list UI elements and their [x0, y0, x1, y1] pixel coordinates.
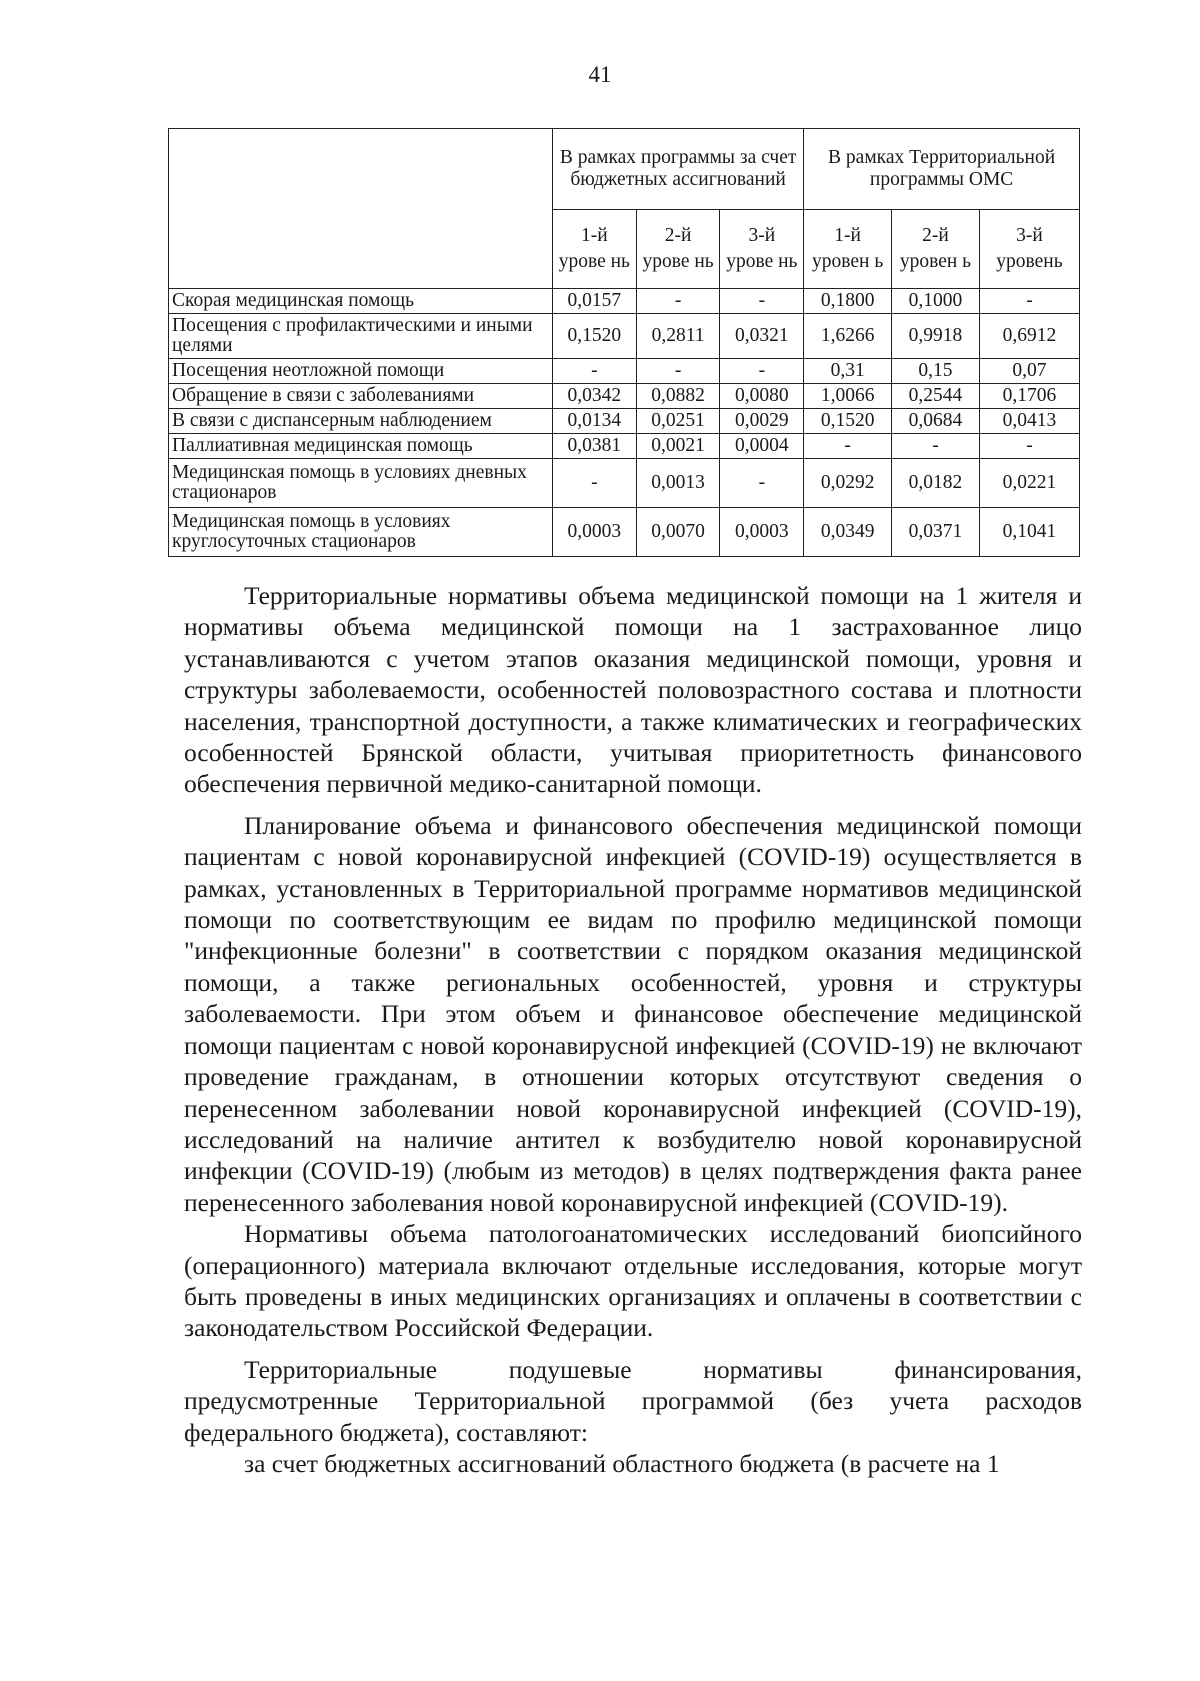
table-cell: 0,0080: [720, 384, 804, 409]
table-cell: -: [979, 434, 1079, 459]
table-cell: 0,1706: [979, 384, 1079, 409]
table-cell: 0,2811: [636, 314, 720, 359]
table-cell: 0,0684: [892, 409, 980, 434]
table-corner-cell: [169, 129, 553, 289]
table-cell: 0,0182: [892, 459, 980, 508]
table-cell: -: [720, 459, 804, 508]
table-cell: -: [979, 289, 1079, 314]
table-row: [169, 459, 1080, 508]
table-row: [169, 434, 1080, 459]
paragraph: Территориальные подушевые нормативы финансирования, предусмотренные Территориальной программой (без учета расходов федерального бюджета), составляют:: [184, 1354, 1082, 1447]
table-cell: -: [720, 289, 804, 314]
table-cell: 0,0021: [636, 434, 720, 459]
table-cell: 0,0029: [720, 409, 804, 434]
row-label: Обращение в связи с заболеваниями: [169, 384, 553, 409]
table-level-header: 1-й урове нь: [552, 210, 636, 289]
table-level-header: 1-й уровен ь: [804, 210, 892, 289]
table-cell: -: [720, 359, 804, 384]
table-cell: 0,0413: [979, 409, 1079, 434]
table-row: [169, 508, 1080, 557]
table-row: [169, 409, 1080, 434]
table-cell: 0,0003: [720, 508, 804, 557]
table-cell: -: [636, 289, 720, 314]
row-label: Медицинская помощь в условиях дневных стационаров: [169, 459, 553, 508]
paragraph: Территориальные нормативы объема медицинской помощи на 1 жителя и нормативы объема медицинской помощи на 1 застрахованное лицо устанавливаются с учетом этапов оказания медицинской помощи, уровня и структуры заболеваемости, особенностей половозрастного состава и плотности населения, транспортной доступности, а также климатических и географических особенностей Брянской области, учитывая приоритетность финансового обеспечения первичной медико-санитарной помощи.: [184, 581, 1082, 799]
row-label: Посещения с профилактическими и иными целями: [169, 314, 553, 359]
table-cell: 0,0292: [804, 459, 892, 508]
table-cell: 0,1000: [892, 289, 980, 314]
table-cell: 0,0342: [552, 384, 636, 409]
body-text: [184, 580, 1082, 1479]
table-cell: 0,31: [804, 359, 892, 384]
table-cell: 0,0003: [552, 508, 636, 557]
paragraph: Планирование объема и финансового обеспечения медицинской помощи пациентам с новой коронавирусной инфекцией (COVID-19) осуществляется в рамках, установленных в Территориальной программе нормативов медицинской помощи по соответствующим ее видам по профилю медицинской помощи "инфекционные болезни" в соответствии с порядком оказания медицинской помощи, а также региональных особенностей, уровня и структуры заболеваемости. При этом объем и финансовое обеспечение медицинской помощи пациентам с новой коронавирусной инфекцией (COVID-19) не включают проведение гражданам, в отношении которых отсутствуют сведения о перенесенном заболевании новой коронавирусной инфекцией (COVID-19), исследований на наличие антител к возбудителю новой коронавирусной инфекции (COVID-19) (любым из методов) в целях подтверждения факта ранее перенесенного заболевания новой коронавирусной инфекцией (COVID-19).: [184, 810, 1082, 1217]
table-cell: 0,0349: [804, 508, 892, 557]
table-cell: -: [636, 359, 720, 384]
table-cell: 0,15: [892, 359, 980, 384]
table-cell: 0,0157: [552, 289, 636, 314]
table-group-header: В рамках программы за счет бюджетных ассигнований: [552, 129, 803, 210]
row-label: Посещения неотложной помощи: [169, 359, 553, 384]
table-cell: 0,1800: [804, 289, 892, 314]
table-cell: 0,1520: [804, 409, 892, 434]
row-label: Паллиативная медицинская помощь: [169, 434, 553, 459]
table-cell: 0,0371: [892, 508, 980, 557]
table-cell: 0,07: [979, 359, 1079, 384]
table-cell: -: [552, 459, 636, 508]
table-cell: 0,0381: [552, 434, 636, 459]
table-cell: -: [804, 434, 892, 459]
table-cell: 0,9918: [892, 314, 980, 359]
paragraph: за счет бюджетных ассигнований областного бюджета (в расчете на 1: [244, 1448, 1000, 1478]
table-cell: -: [552, 359, 636, 384]
table-cell: 0,1520: [552, 314, 636, 359]
table-row: [169, 314, 1080, 359]
volume-norms-table: [168, 128, 1080, 557]
table-cell: 0,6912: [979, 314, 1079, 359]
page-number: 41: [588, 62, 612, 87]
table-cell: 1,6266: [804, 314, 892, 359]
paragraph: Нормативы объема патологоанатомических исследований биопсийного (операционного) материала включают отдельные исследования, которые могут быть проведены в иных медицинских организациях и оплачены в соответствии с законодательством Российской Федерации.: [184, 1219, 1082, 1343]
table-row: [169, 359, 1080, 384]
table-level-header: 3-й урове нь: [720, 210, 804, 289]
table-cell: 1,0066: [804, 384, 892, 409]
table-cell: 0,0070: [636, 508, 720, 557]
table-level-header: 2-й уровен ь: [892, 210, 980, 289]
table-cell: 0,0221: [979, 459, 1079, 508]
row-label: Медицинская помощь в условиях круглосуточных стационаров: [169, 508, 553, 557]
table-cell: 0,0004: [720, 434, 804, 459]
table-cell: 0,0134: [552, 409, 636, 434]
table-level-header: 2-й урове нь: [636, 210, 720, 289]
row-label: Скорая медицинская помощь: [169, 289, 553, 314]
table-row: [169, 289, 1080, 314]
table-cell: -: [892, 434, 980, 459]
table-cell: 0,1041: [979, 508, 1079, 557]
table-cell: 0,0882: [636, 384, 720, 409]
table-group-header: В рамках Территориальной программы ОМС: [804, 129, 1080, 210]
row-label: В связи с диспансерным наблюдением: [169, 409, 553, 434]
table-cell: 0,0251: [636, 409, 720, 434]
table-cell: 0,0321: [720, 314, 804, 359]
table-cell: 0,0013: [636, 459, 720, 508]
table-row: [169, 384, 1080, 409]
table-level-header: 3-й уровень: [979, 210, 1079, 289]
table-cell: 0,2544: [892, 384, 980, 409]
